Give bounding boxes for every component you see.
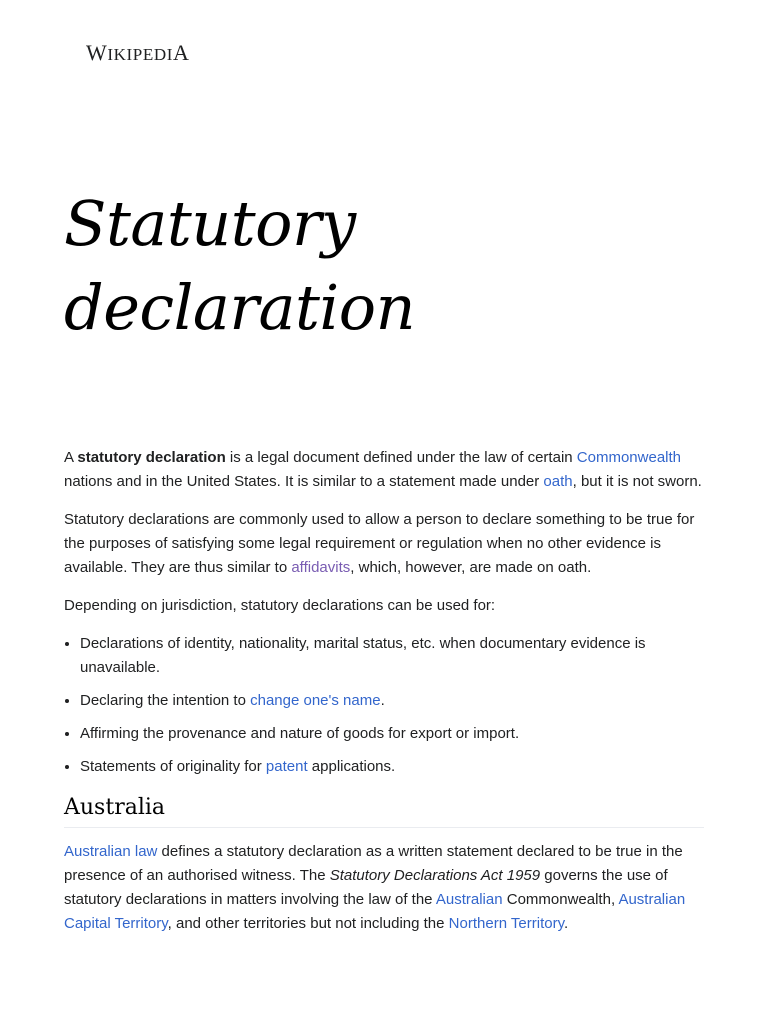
logo-letter-w: W [86, 40, 108, 65]
australia-text-2: governs the use of statutory declarations in matters involving the law of the [64, 867, 668, 908]
logo-letters-middle: IKIPEDI [107, 45, 173, 64]
list-item [80, 722, 704, 746]
list-item [80, 755, 704, 779]
link-australian[interactable]: Australian [435, 891, 503, 908]
australia-paragraph [64, 840, 704, 936]
article-body [64, 446, 704, 950]
list-item-text: Declarations of identity, nationality, marital status, etc. when documentary evidence is unavailable. [80, 635, 646, 676]
intro-text-3: nations and in the United States. It is similar to a statement made under [64, 473, 544, 490]
list-item-text: applications. [307, 758, 396, 775]
link-affidavits[interactable]: affidavits [291, 559, 351, 576]
link-change-ones-name[interactable]: change one's name [250, 692, 381, 709]
logo-letter-a: A [172, 40, 190, 65]
link-australian-capital-territory[interactable]: Australian Capital Territory [64, 891, 686, 932]
list-item [80, 689, 704, 713]
link-patent[interactable]: patent [265, 758, 308, 775]
uses-list [64, 632, 704, 779]
page-title-line-1: Statutory [64, 187, 356, 260]
list-item-text: Statements of originality for [80, 758, 266, 775]
link-commonwealth[interactable]: Commonwealth [576, 449, 682, 466]
page-title [64, 182, 704, 350]
usage-text-2: , which, however, are made on oath. [350, 559, 592, 576]
intro-text-2: is a legal document defined under the law of certain [225, 449, 577, 466]
intro-bold-term: statutory declaration [77, 449, 226, 466]
jurisdiction-paragraph: Depending on jurisdiction, statutory declarations can be used for: [64, 597, 496, 614]
list-item-text: . [380, 692, 385, 709]
list-item-text: Affirming the provenance and nature of goods for export or import. [80, 725, 520, 742]
section-heading-australia: Australia [64, 793, 704, 828]
usage-paragraph [64, 508, 704, 580]
page-title-line-2: declaration [64, 271, 415, 344]
wikipedia-wordmark-logo[interactable] [86, 40, 189, 66]
list-item [80, 632, 704, 680]
intro-text-4: , but it is not sworn. [572, 473, 702, 490]
link-oath[interactable]: oath [543, 473, 573, 490]
australia-text-4: , and other territories but not including the [167, 915, 449, 932]
australia-text-3: Commonwealth, [502, 891, 619, 908]
intro-text-1: A [64, 449, 78, 466]
list-item-text: Declaring the intention to [80, 692, 251, 709]
australia-text-1: defines a statutory declaration as a written statement declared to be true in the presence of an authorised witness. The [64, 843, 683, 884]
intro-paragraph [64, 446, 704, 494]
act-title: Statutory Declarations Act 1959 [329, 867, 541, 884]
link-northern-territory[interactable]: Northern Territory [448, 915, 564, 932]
usage-text-1: Statutory declarations are commonly used to allow a person to declare something to be true for the purposes of satisfying some legal requirement or regulation when no other evidence is available. They are thus similar to [64, 511, 695, 576]
australia-text-5: . [563, 915, 569, 932]
link-australian-law[interactable]: Australian law [64, 843, 158, 860]
